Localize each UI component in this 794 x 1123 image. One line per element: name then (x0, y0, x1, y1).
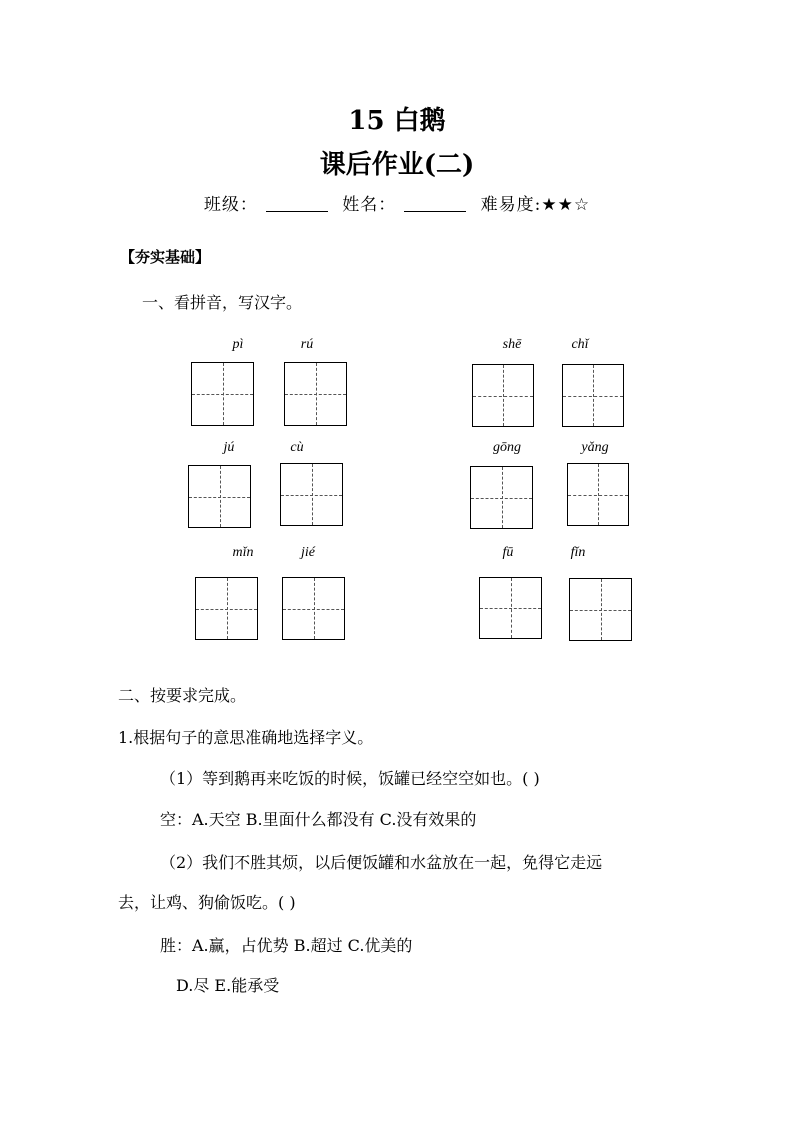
pinyin-label: cù (290, 440, 304, 455)
pinyin-label: rú (300, 337, 314, 352)
page-title: 15 白鹅 (348, 106, 446, 136)
class-blank[interactable] (266, 197, 328, 212)
student-info-line (0, 190, 794, 215)
question-title: 1.根据句子的意思准确地选择字义。 (118, 728, 374, 747)
writing-grid-box[interactable] (188, 465, 251, 528)
question-item-2-options-extra: D.尽 E.能承受 (176, 976, 280, 995)
question-item-1: （1）等到鹅再来吃饭的时候，饭罐已经空空如也。( ) (160, 769, 540, 788)
writing-grid-box[interactable] (562, 364, 624, 427)
writing-grid-box[interactable] (472, 364, 534, 427)
writing-grid-box[interactable] (280, 463, 343, 526)
pinyin-label: mǐn (232, 545, 254, 560)
writing-grid-box[interactable] (479, 577, 542, 639)
pinyin-label: fū (502, 545, 514, 560)
section-2-title: 二、按要求完成。 (118, 686, 247, 705)
pinyin-label: pì (232, 337, 244, 352)
class-label: 班级： (203, 195, 258, 215)
writing-grid-box[interactable] (569, 578, 632, 641)
question-item-2-options: 胜：A.赢，占优势 B.超过 C.优美的 (160, 936, 413, 955)
writing-grid-box[interactable] (284, 362, 347, 426)
question-item-2-line-2: 去，让鸡、狗偷饭吃。( ) (118, 893, 296, 912)
pinyin-label: fǐn (570, 545, 586, 560)
question-1-title: 一、看拼音，写汉字。 (142, 293, 303, 312)
writing-grid-box[interactable] (567, 463, 629, 526)
writing-grid-box[interactable] (470, 466, 533, 529)
name-blank[interactable] (404, 197, 466, 212)
pinyin-label: jié (301, 545, 315, 560)
writing-grid-box[interactable] (282, 577, 345, 640)
pinyin-label: shē (502, 337, 522, 352)
writing-grid-box[interactable] (191, 362, 254, 426)
pinyin-label: yǎng (581, 440, 609, 455)
section-heading: 【夯实基础】 (120, 248, 211, 266)
difficulty-label: 难易度: (480, 195, 542, 215)
name-label: 姓名： (342, 195, 397, 215)
pinyin-label: gōng (493, 440, 521, 455)
pinyin-label: chǐ (571, 337, 589, 352)
pinyin-label: jú (223, 440, 235, 455)
page-subtitle: 课后作业(二) (319, 150, 475, 180)
question-item-2-line-1: （2）我们不胜其烦，以后便饭罐和水盆放在一起，免得它走远 (160, 853, 603, 872)
question-item-1-options: 空：A.天空 B.里面什么都没有 C.没有效果的 (160, 810, 477, 829)
writing-grid-box[interactable] (195, 577, 258, 640)
difficulty-stars: ★★☆ (541, 195, 591, 215)
